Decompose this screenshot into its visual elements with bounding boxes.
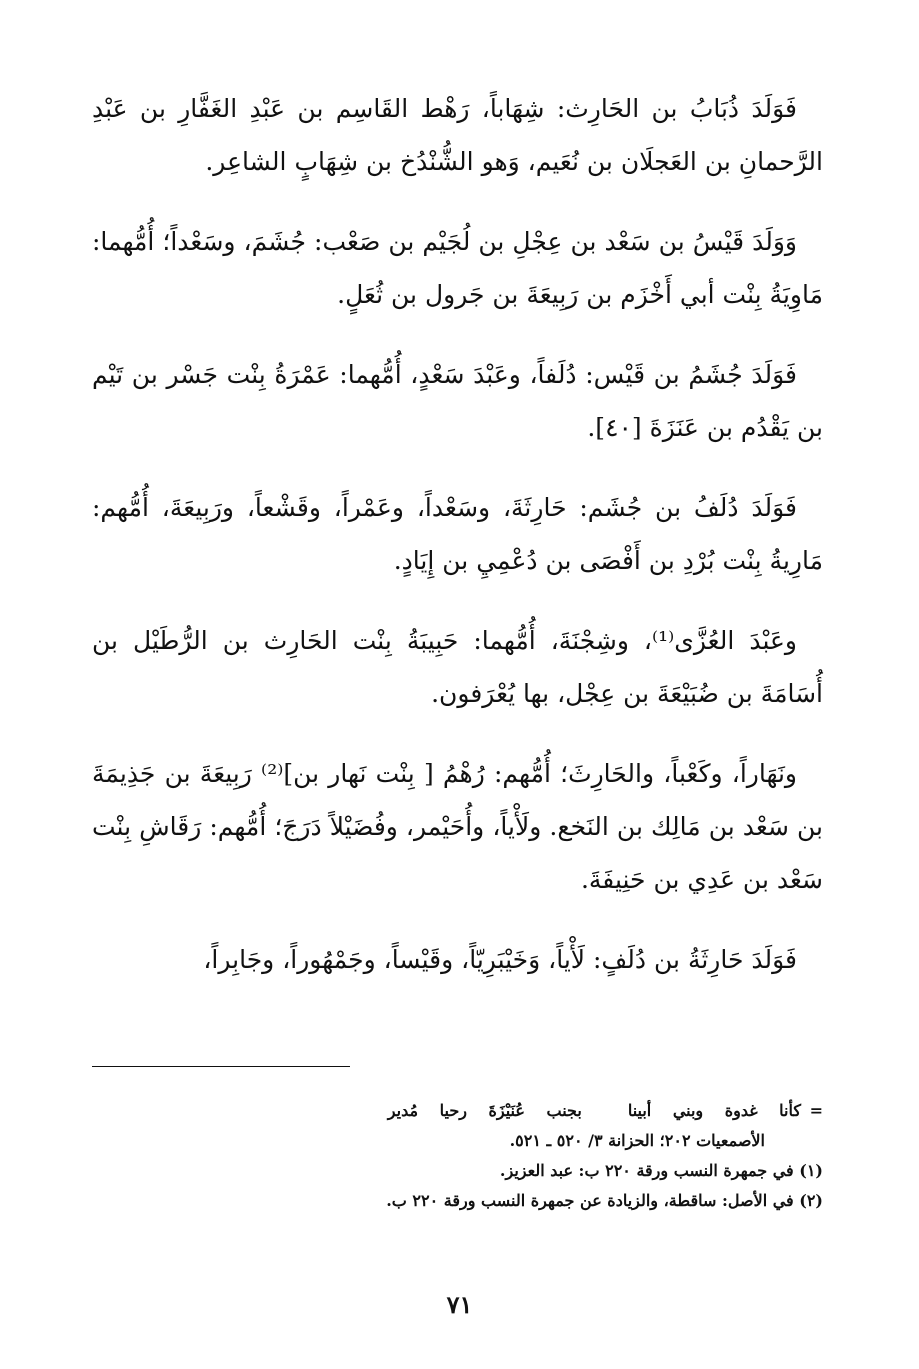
- paragraph-2: وَوَلَدَ قَيْسُ بن سَعْد بن عِجْلِ بن لُجَيْم بن صَعْب: جُشَمَ، وسَعْداً؛ أُمُّهما: مَاوِيَةُ بِنْت أبي أَخْزَم بن رَبِيعَةَ بن جَرول بن ثُعَلٍ.: [92, 227, 823, 309]
- paragraph-5: وعَبْدَ العُزَّى⁽¹⁾، وشِجْنَةَ، أُمُّهما: حَبِيبَةُ بِنْت الحَارِث بن الرُّطَيْل بن أُسَامَةَ بن ضُبَيْعَةَ بن عِجْل، بها يُعْرَفون.: [92, 626, 823, 708]
- footnote-verse: [92, 1096, 823, 1126]
- continuation-mark: =: [809, 1101, 823, 1120]
- footnotes: [92, 1096, 823, 1216]
- paragraph-7: فَوَلَدَ حَارِثَةُ بن دُلَفٍ: لَأْياً، وَخَيْبَرِيّاً، وقَيْساً، وجَمْهُوراً، وجَابِراً،: [203, 945, 797, 974]
- verse-source: الأصمعيات ٢٠٢؛ الحزانة ٣/ ٥٢٠ ـ ٥٢١.: [509, 1131, 765, 1150]
- verse-first-hemistich: كأنا غدوة وبني أبينا: [627, 1101, 801, 1120]
- paragraph-1: فَوَلَدَ ذُبَابُ بن الحَارِث: شِهَاباً، رَهْط القَاسِم بن عَبْدِ الغَفَّارِ بن عَبْدِ الرَّحمانِ بن العَجلَان بن نُعَيم، وَهو الشُّنْدُخ بن شِهَابٍ الشاعِر.: [92, 94, 823, 176]
- footnote-2: (٢) في الأصل: ساقطة، والزيادة عن جمهرة النسب ورقة ٢٢٠ ب.: [386, 1191, 823, 1210]
- verse-second-hemistich: بجنب عُنَيْزَةَ رحيا مُدير: [387, 1101, 582, 1120]
- paragraph-6: ونَهَاراً، وكَعْباً، والحَارِثَ؛ أُمُّهم: رُهْمُ [ بِنْت نَهار بن]⁽²⁾ رَبِيعَةَ بن جَذِيمَةَ بن سَعْد بن مَالِك بن النَخع. ولَأْياً، وأُحَيْمر، وفُضَيْلاً دَرَجَ؛ أُمُّهم: رَقَاشِ بِنْت سَعْد بن عَدِي بن حَنِيفَةَ.: [92, 759, 823, 894]
- footnote-1: (١) في جمهرة النسب ورقة ٢٢٠ ب: عبد العزيز.: [499, 1161, 823, 1180]
- paragraph-4: فَوَلَدَ دُلَفُ بن جُشَم: حَارِثَةَ، وسَعْداً، وعَمْراً، وقَشْعاً، ورَبِيعَةَ، أُمُّهم: مَارِيةُ بِنْت بُرْدِ بن أَفْصَى بن دُعْمِيِ بن إِيَادٍ.: [92, 493, 823, 575]
- main-text: [92, 82, 823, 986]
- footnote-separator: [92, 1066, 350, 1067]
- page-number: ٧١: [446, 1290, 473, 1319]
- paragraph-3: فَوَلَدَ جُشَمُ بن قَيْس: دُلَفاً، وعَبْدَ سَعْدٍ، أُمُّهما: عَمْرَةُ بِنْت جَسْر بن تَيْم بن يَقْدُم بن عَنَزَةَ [٤٠].: [92, 360, 823, 442]
